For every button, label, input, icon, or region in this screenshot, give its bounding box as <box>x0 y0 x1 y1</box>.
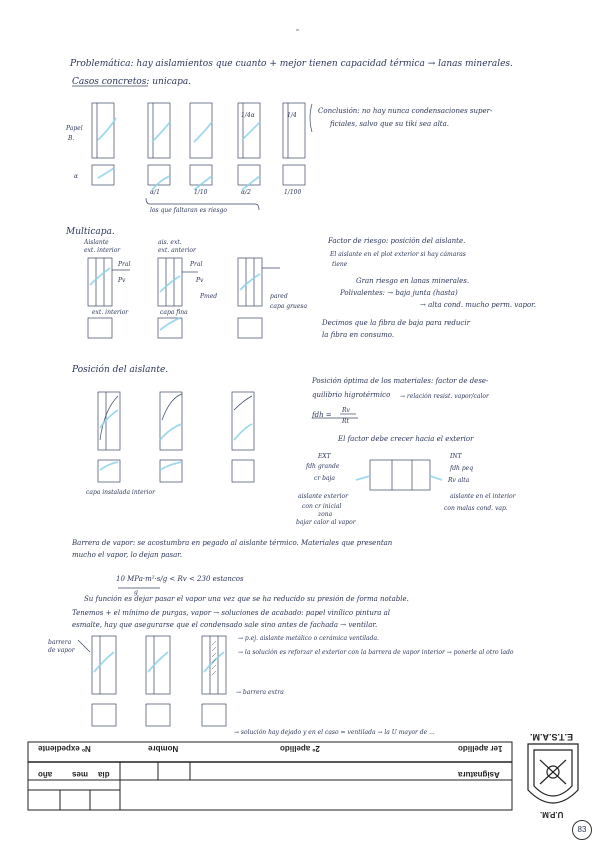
barrier-formula: 10 MPa·m²·s/g < Rv < 230 estancos <box>116 575 244 583</box>
factor-line-5: Polivalentes: → baja junta (hasta) <box>340 289 458 297</box>
form-label-subject: Asignatura <box>458 770 500 779</box>
bottom-label-1: α/1 <box>150 189 160 196</box>
bottom-label-3: α/2 <box>241 189 251 196</box>
bottom-note-4: → solución hay dejado y en el caso = ventilada → la U mayor de ... <box>234 729 435 736</box>
left-note-2: con cr inicial <box>302 503 342 510</box>
form-label-surname2: 2º apellido <box>280 744 320 753</box>
optimal-line-2: quilibrio higrotérmico <box>312 391 391 399</box>
bottom-note-3: → barrera extra <box>236 689 284 696</box>
bottom-note-2: → la solución es reforzar el exterior con la barrera de vapor interior → ponerle al otro lado <box>238 649 514 656</box>
multi-mini-2: capa fina <box>160 309 188 316</box>
section-title-unicapa: Casos concretos: unicapa. <box>72 77 192 87</box>
section-title-posicion: Posición del aislante. <box>72 365 169 375</box>
position-caption: capa instalada interior <box>86 489 155 496</box>
optimal-line-1: Posición óptima de los materiales: factor de dese- <box>312 377 489 385</box>
barrier-formula-unit: g <box>134 589 138 596</box>
multi-label-1: Aislante <box>84 239 109 246</box>
factor-line-4: Gran riesgo en lanas minerales. <box>356 277 470 285</box>
factor-line-1: Factor de riesgo: posición del aislante. <box>328 237 466 245</box>
ext-left-3: cr baja <box>314 475 335 482</box>
formula-denominator: Rt <box>342 418 349 425</box>
form-label-name: Nombre <box>148 744 179 753</box>
multi-mini-3: pared <box>270 293 288 300</box>
form-label-expedient: Nº expediente <box>38 744 91 753</box>
factor-line-7: Decimos que la fibra de baja para reducir <box>322 319 470 327</box>
right-note-2: con malas cond. vap. <box>444 505 508 512</box>
ext-left-1: EXT <box>318 453 331 460</box>
ext-right-3: Rv alta <box>448 477 470 484</box>
decrease-line: El factor debe crecer hacia el exterior <box>338 435 474 443</box>
bottom-note-1: → p.ej. aislante metálico o cerámica ventilada. <box>238 635 379 642</box>
stamp-text: E.T.S.A.M. <box>530 732 574 742</box>
row-label-papel: Papel <box>66 125 83 132</box>
formula-lhs: fdh = <box>312 411 332 419</box>
ext-right-2: fdh peq <box>450 465 474 472</box>
optimal-line-3: → relación resist. vapor/calor <box>400 393 489 400</box>
multi-label-4: ext. anterior <box>158 247 196 254</box>
conclusion-line-2: ficiales, salvo que su tiki sea alta. <box>330 120 450 128</box>
ext-right-1: INT <box>450 453 462 460</box>
fraction-label-2: 1/4 <box>287 112 297 119</box>
problem-statement: Problemática: hay aislamientos que cuanto + mejor tienen capacidad térmica → lanas minerales. <box>70 59 513 69</box>
form-label-surname1: 1er apellido <box>458 744 503 753</box>
left-note-4: bajar calor al vapor <box>296 519 356 526</box>
factor-line-6: → alta cond. mucho perm. vapor. <box>420 301 536 309</box>
multi-side-5: Pmed <box>200 293 218 300</box>
multi-mini-4: capa gruesa <box>270 303 308 310</box>
factor-line-8: la fibra en consumo. <box>322 331 395 339</box>
prose-line-1: Su función es dejar pasar el vapor una vez que se ha reducido su presión de forma notable. <box>84 595 409 603</box>
ext-left-2: fdh grande <box>306 463 340 470</box>
bottom-label-2: 1/10 <box>194 189 208 196</box>
left-note-3: zona <box>318 511 333 518</box>
bottom-sketch-label-2: de vapor <box>48 647 75 654</box>
section-title-multicapa: Multicapa. <box>66 227 115 237</box>
prose-line-3: esmalte, hay que asegurarse que el condensado sale sino antes de fachada → ventilar. <box>72 621 378 629</box>
fraction-label-1: 1/4α <box>241 112 255 119</box>
bracket-caption: los que faltaran es riesgo <box>150 207 228 214</box>
university-text: U.P.M. <box>540 810 564 819</box>
right-note-1: aislante en el interior <box>450 493 516 500</box>
conclusion-line-1: Conclusión: no hay nunca condensaciones super- <box>318 107 493 115</box>
bottom-sketch-label: barrera <box>48 639 72 646</box>
factor-line-2: El aislante en el plot exterior si hay cámaras <box>330 251 466 258</box>
multi-side-3: Pral <box>190 261 203 268</box>
multi-side-2: Pv <box>118 277 126 284</box>
multi-label-2: ext. interior <box>84 247 121 254</box>
form-label-year: año <box>38 770 53 779</box>
multi-label-3: ais. ext. <box>158 239 182 246</box>
multi-mini-1: ext. interior <box>92 309 129 316</box>
multi-side-4: Pv <box>196 277 204 284</box>
left-note-1: aislante exterior <box>298 493 348 500</box>
bottom-label-4: 1/100 <box>284 189 302 196</box>
multi-side-1: Pral <box>118 261 131 268</box>
page-number: 83 <box>572 820 592 840</box>
prose-line-2: Tenemos + el mínimo de purgas, vapor → soluciones de acabado: papel vinílico pintura al <box>72 609 391 617</box>
row-label-alpha: α <box>74 173 79 180</box>
form-label-month: mes <box>72 770 89 779</box>
form-label-day: día <box>98 770 110 779</box>
formula-numerator: Rv <box>342 407 350 414</box>
barrier-line-1: Barrera de vapor: se acostumbra en pegado al aislante térmico. Materiales que presentan <box>72 539 393 547</box>
row-label-b: B. <box>68 135 75 142</box>
factor-line-3: tiene <box>332 261 348 268</box>
barrier-line-2: mucho el vapor, lo dejan pasar. <box>72 551 183 559</box>
